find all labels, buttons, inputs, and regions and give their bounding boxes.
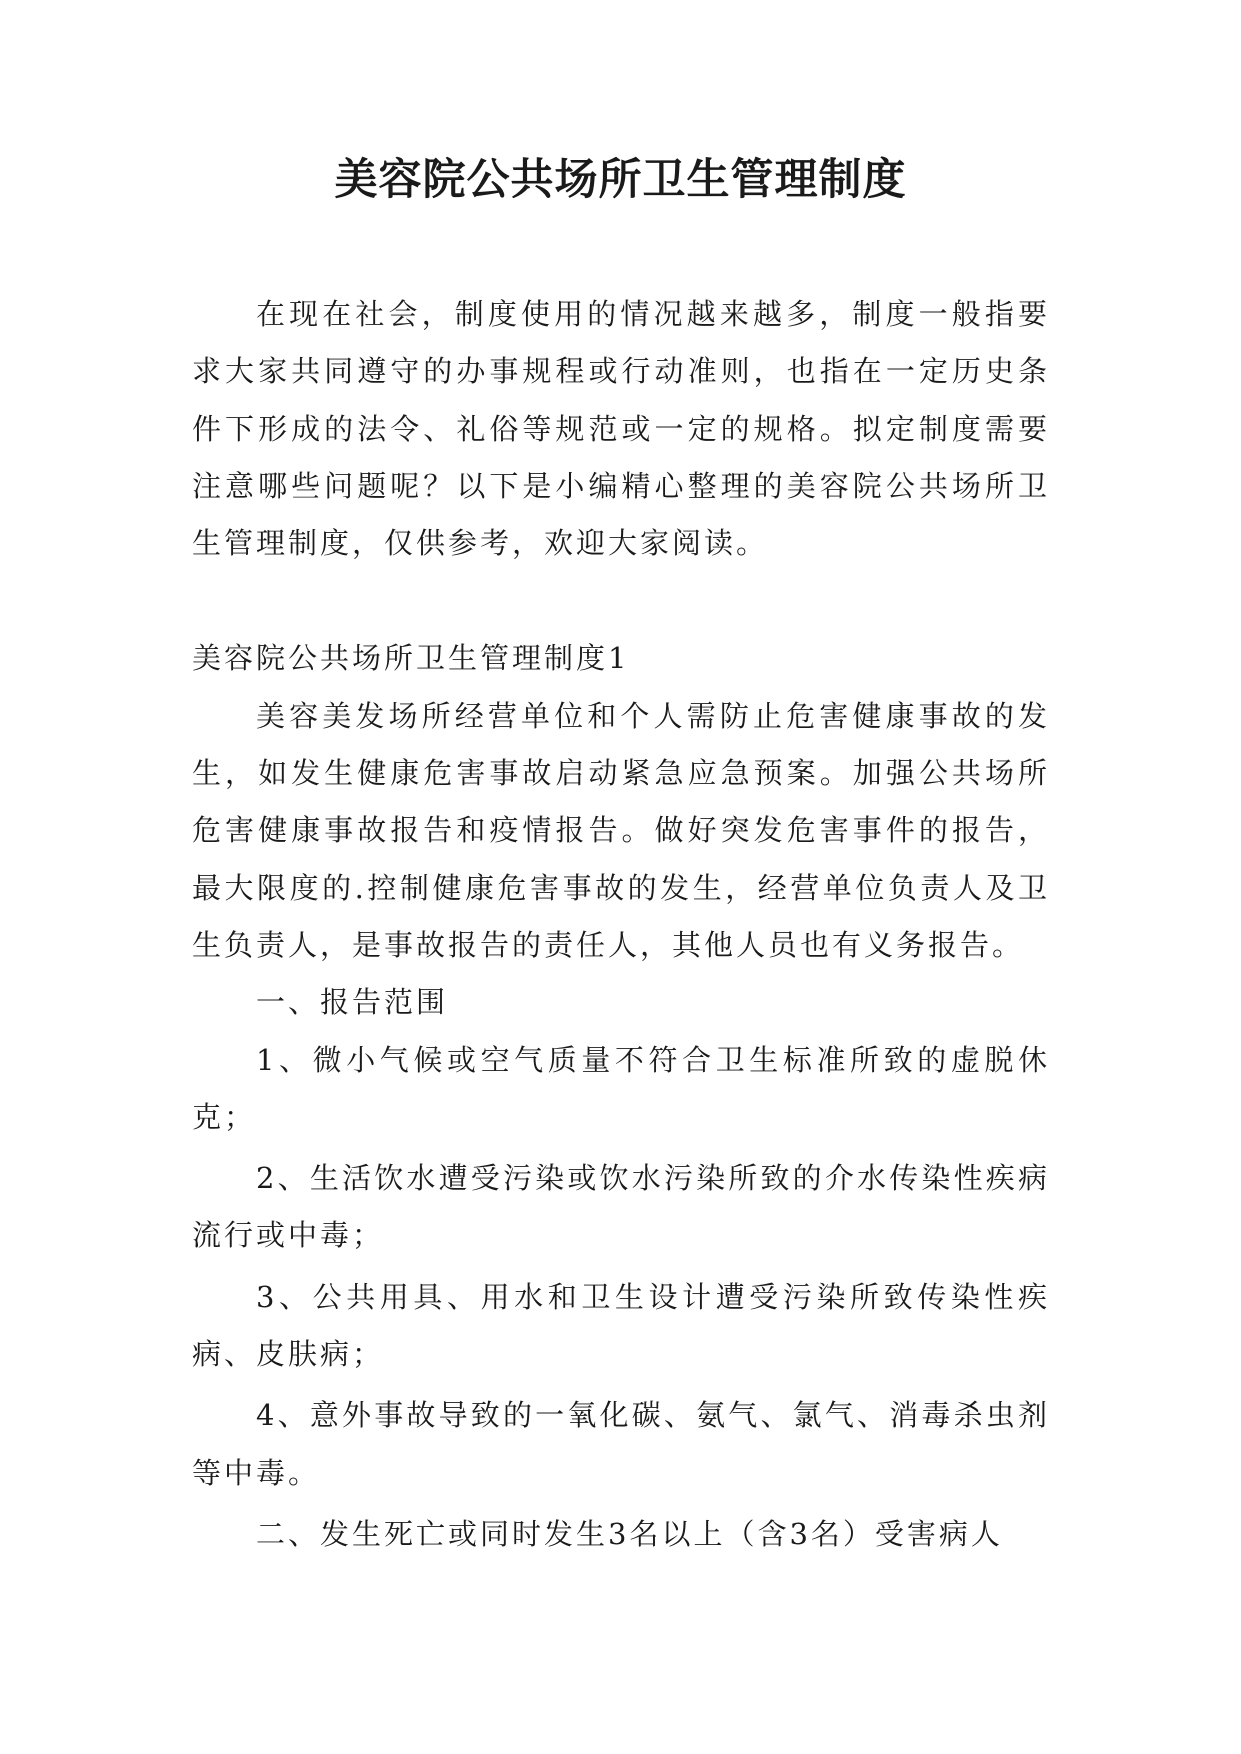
section-heading: 美容院公共场所卫生管理制度1 <box>192 641 630 676</box>
body-paragraph: 美容美发场所经营单位和个人需防止危害健康事故的发生，如发生健康危害事故启动紧急应急预案。加强公共场所危害健康事故报告和疫情报告。做好突发危害事件的报告，最大限度的.控制健康危害事故的发生，经营单位负责人及卫生负责人，是事故报告的责任人，其他人员也有义务报告。 <box>192 698 1050 962</box>
list-item: 4、意外事故导致的一氧化碳、氨气、氯气、消毒杀虫剂等中毒。 <box>192 1398 1050 1490</box>
list-heading: 二、发生死亡或同时发生3名以上（含3名）受害病人 <box>256 1516 1003 1551</box>
list-item: 1、微小气候或空气质量不符合卫生标准所致的虚脱休克； <box>192 1042 1050 1134</box>
document-body <box>192 286 1050 1563</box>
list-heading: 一、报告范围 <box>256 985 449 1020</box>
document-title: 美容院公共场所卫生管理制度 <box>334 155 907 205</box>
list-item: 3、公共用具、用水和卫生设计遭受污染所致传染性疾病、皮肤病； <box>192 1279 1050 1372</box>
intro-paragraph: 在现在社会，制度使用的情况越来越多，制度一般指要求大家共同遵守的办事规程或行动准则，也指在一定历史条件下形成的法令、礼俗等规范或一定的规格。拟定制度需要注意哪些问题呢？以下是小编精心整理的美容院公共场所卫生管理制度，仅供参考，欢迎大家阅读。 <box>192 297 1050 561</box>
list-item: 2、生活饮水遭受污染或饮水污染所致的介水传染性疾病流行或中毒； <box>192 1161 1050 1253</box>
